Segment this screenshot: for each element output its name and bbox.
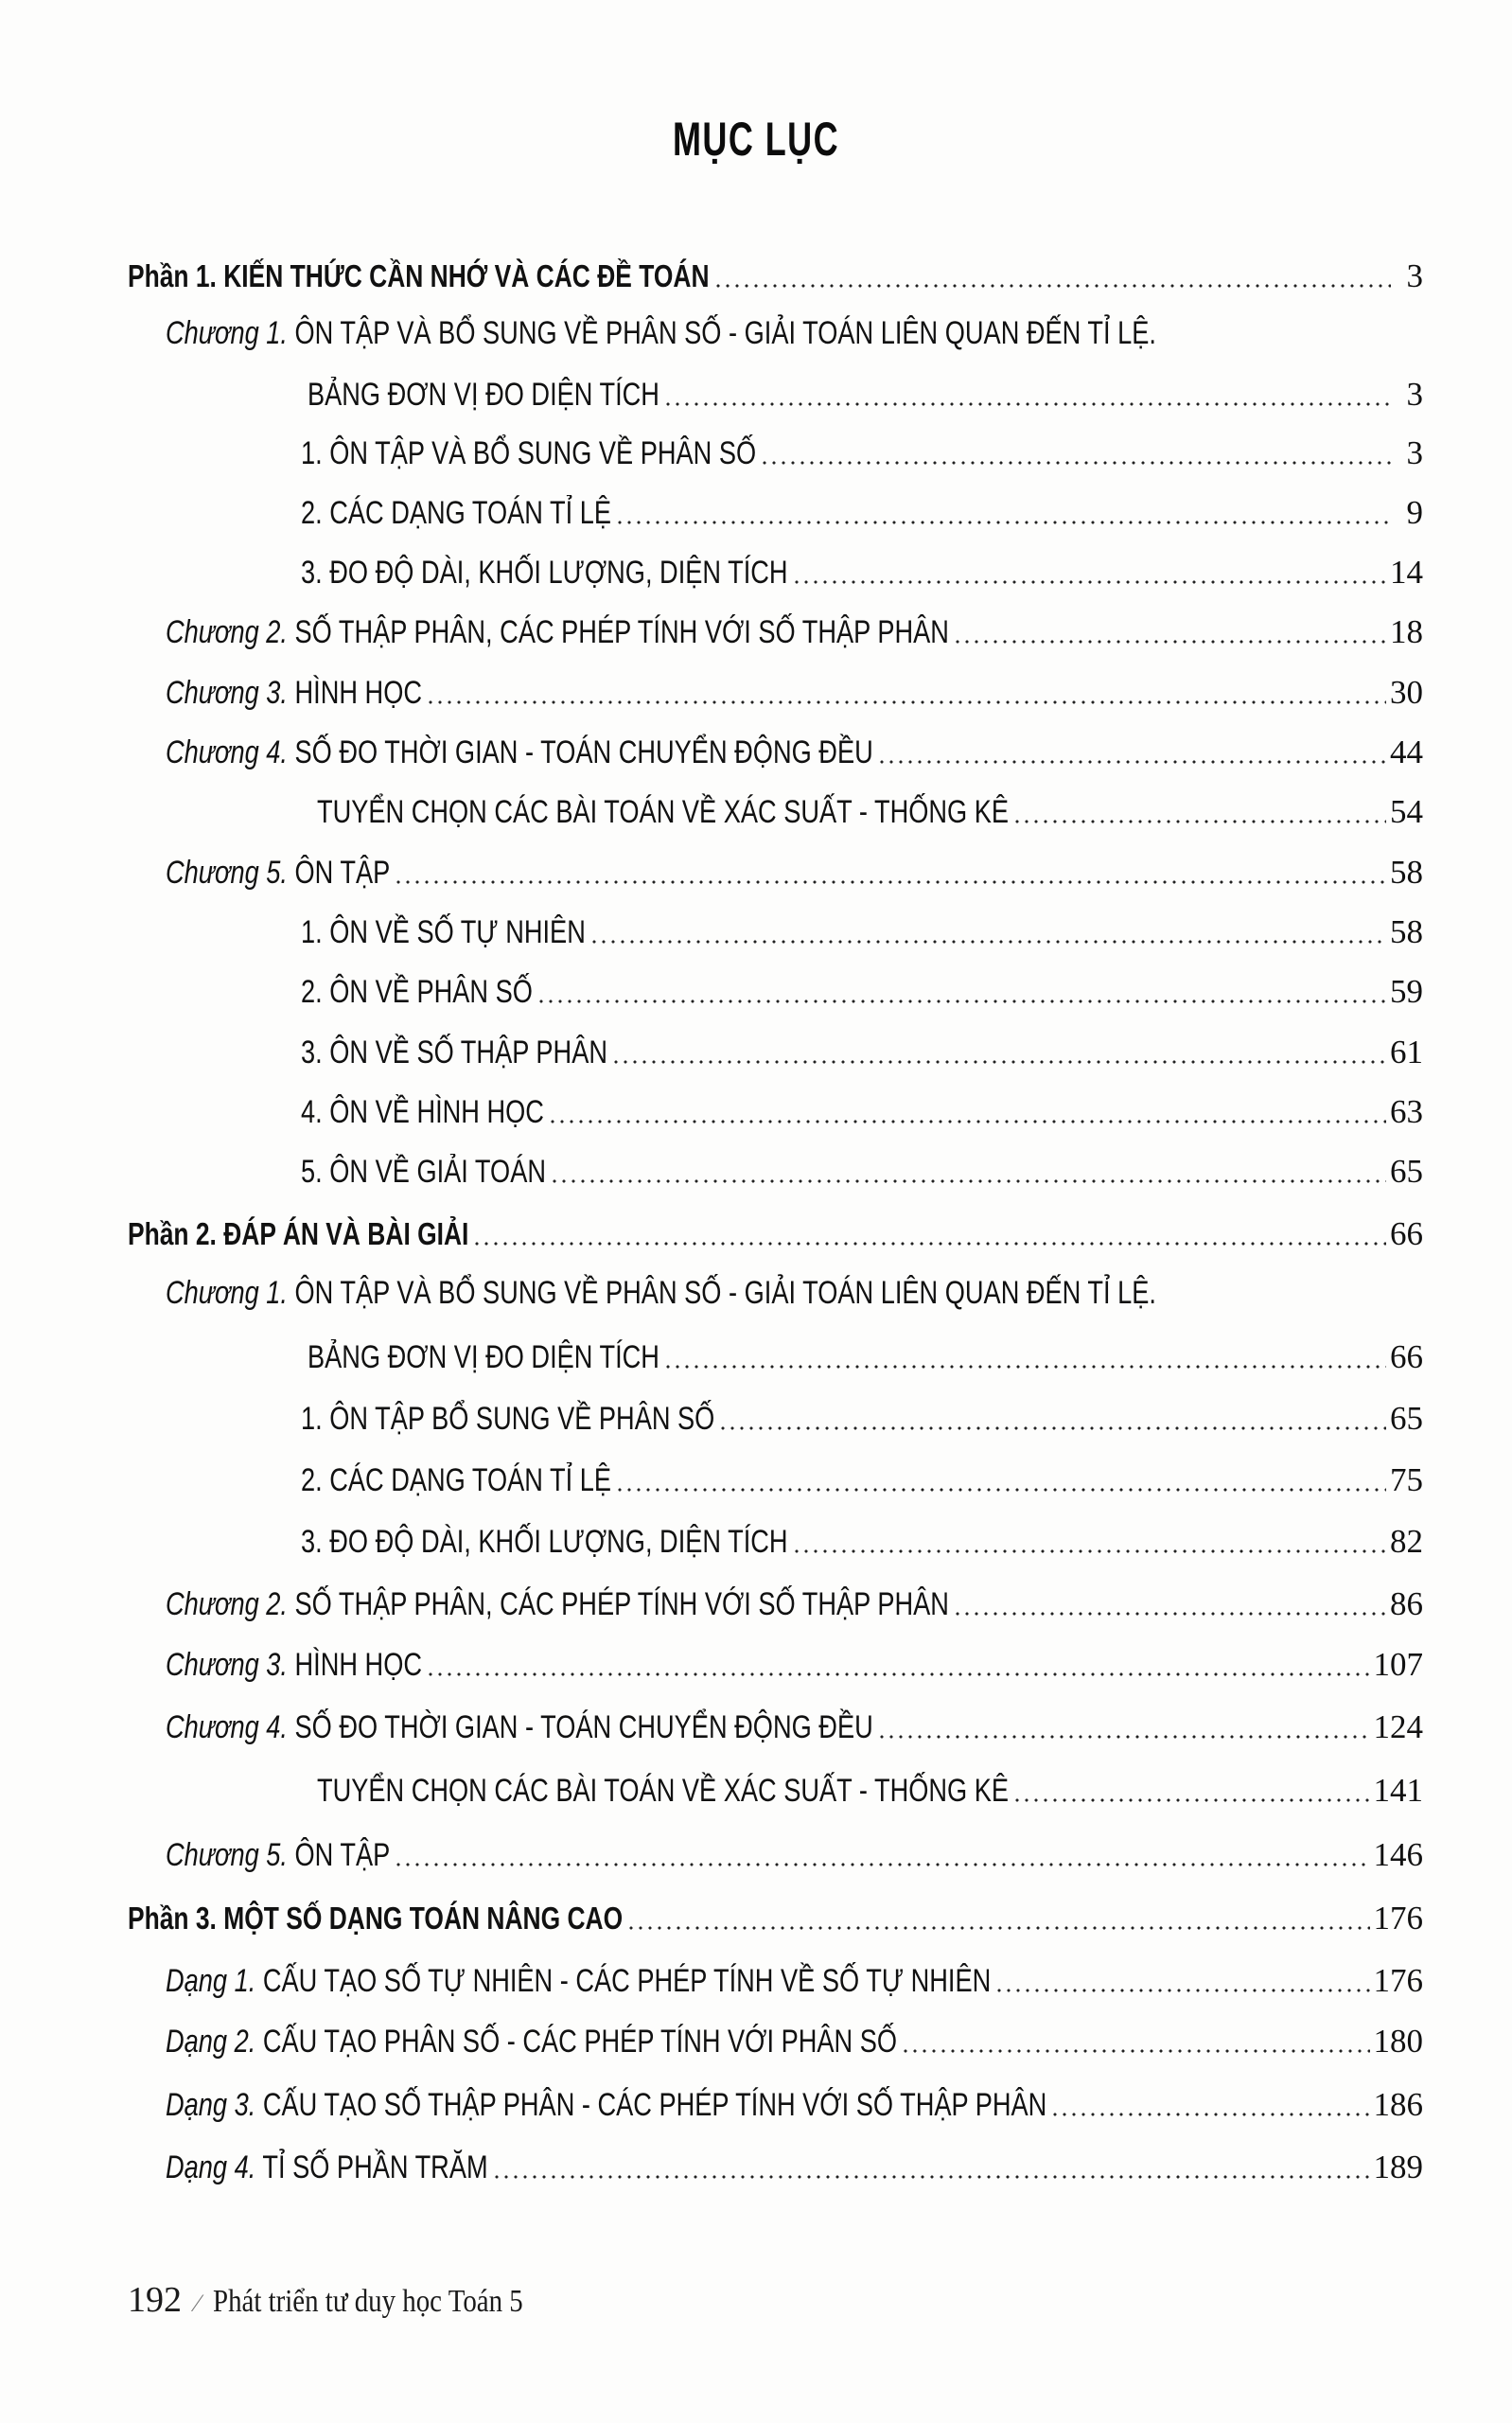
toc-entry-section: [301, 1145, 1423, 1193]
toc-entry-prefix: Phần 1.: [128, 258, 217, 293]
footer-page-number: 192: [128, 2280, 182, 2320]
dot-leader: [953, 1612, 1386, 1616]
toc-entry-prefix: Chương 3.: [166, 675, 288, 711]
toc-entry-page-number: 61: [1390, 1034, 1423, 1070]
toc-entry-title: 3. ÔN VỀ SỐ THẬP PHÂN: [301, 1035, 607, 1070]
dot-leader: [1160, 341, 1391, 345]
dot-leader: [1012, 820, 1386, 823]
toc-entry-chapter: [166, 1578, 1423, 1625]
toc-entry-title: SỐ THẬP PHÂN, CÁC PHÉP TÍNH VỚI SỐ THẬP PHÂN: [294, 614, 949, 650]
toc-entry-prefix: Phần 2.: [128, 1216, 217, 1251]
toc-entry-title: HÌNH HỌC: [294, 675, 422, 711]
dot-leader: [611, 1060, 1386, 1064]
toc-entry-continuation: [317, 786, 1423, 833]
toc-entry-section: [301, 1026, 1423, 1073]
toc-entry-title: 5. ÔN VỀ GIẢI TOÁN: [301, 1154, 546, 1190]
dot-leader: [615, 1488, 1386, 1492]
toc-entry-chapter: [166, 606, 1423, 653]
toc-entry-page-number: 59: [1390, 973, 1423, 1010]
toc-entry-page-number: 65: [1390, 1400, 1423, 1437]
dot-leader: [953, 640, 1386, 644]
toc-entry-section: [301, 546, 1423, 593]
toc-entry-page-number: 14: [1390, 554, 1423, 591]
toc-entry-title: 1. ÔN TẬP BỔ SUNG VỀ PHÂN SỐ: [301, 1401, 715, 1437]
dot-leader: [713, 284, 1391, 288]
toc-entry-title: TUYỂN CHỌN CÁC BÀI TOÁN VỀ XÁC SUẤT - THỐNG KÊ: [317, 794, 1010, 830]
toc-entry-title: CẤU TẠO SỐ THẬP PHÂN - CÁC PHÉP TÍNH VỚI SỐ THẬP PHÂN: [262, 2087, 1047, 2123]
toc-entry-title: CẤU TẠO SỐ TỰ NHIÊN - CÁC PHÉP TÍNH VỀ SỐ TỰ NHIÊN: [262, 1963, 992, 1999]
toc-entry-continuation: [308, 1331, 1423, 1378]
toc-entry-prefix: Dạng 1.: [166, 1963, 256, 1999]
toc-entry-chapter: [166, 726, 1423, 773]
dot-leader: [760, 461, 1391, 465]
dot-leader: [1012, 1798, 1369, 1802]
dot-leader: [589, 940, 1386, 944]
dot-leader: [792, 1549, 1386, 1553]
dot-leader: [1160, 1300, 1391, 1304]
toc-entry-page-number: 86: [1390, 1585, 1423, 1622]
toc-entry-page-number: 66: [1390, 1338, 1423, 1375]
dot-leader: [877, 760, 1386, 764]
toc-entry-title: ÔN TẬP VÀ BỔ SUNG VỀ PHÂN SỐ - GIẢI TOÁN LIÊN QUAN ĐẾN TỈ LỆ.: [294, 1275, 1156, 1311]
toc-entry-page-number: 176: [1373, 1962, 1423, 1999]
toc-entry-title: SỐ ĐO THỜI GIAN - TOÁN CHUYỂN ĐỘNG ĐỀU: [294, 734, 873, 770]
toc-entry-continuation: [308, 368, 1423, 416]
toc-entry-page-number: 189: [1373, 2149, 1423, 2185]
toc-entry-chapter: [166, 2015, 1423, 2062]
footer-book-title: Phát triển tư duy học Toán 5: [213, 2284, 524, 2319]
toc-entry-part: [128, 250, 1423, 297]
dot-leader: [394, 880, 1386, 884]
toc-entry-chapter: [166, 2078, 1423, 2126]
toc-entry-page-number: 54: [1390, 793, 1423, 830]
toc-entry-page-number: 3: [1406, 376, 1423, 413]
toc-entry-section: [301, 1086, 1423, 1133]
toc-entry-page-number: 107: [1373, 1646, 1423, 1683]
toc-entry-prefix: Phần 3.: [128, 1901, 217, 1936]
toc-entry-prefix: Chương 1.: [166, 1275, 288, 1311]
toc-entry-prefix: Chương 4.: [166, 1709, 288, 1745]
dot-leader: [994, 1989, 1369, 1992]
toc-entry-page-number: 30: [1390, 674, 1423, 711]
toc-entry-page-number: 3: [1406, 257, 1423, 294]
toc-entry-title: MỘT SỐ DẠNG TOÁN NÂNG CAO: [223, 1901, 624, 1936]
toc-entry-title: 3. ĐO ĐỘ DÀI, KHỐI LƯỢNG, DIỆN TÍCH: [301, 1524, 788, 1560]
dot-leader: [492, 2175, 1370, 2179]
toc-entry-title: 2. ÔN VỀ PHÂN SỐ: [301, 974, 533, 1010]
dot-leader: [472, 1242, 1386, 1246]
toc-entry-title: TỈ SỐ PHẦN TRĂM: [262, 2149, 488, 2185]
toc-entry-section: [301, 1454, 1423, 1501]
dot-leader: [663, 402, 1391, 406]
toc-entry-section: [301, 965, 1423, 1013]
toc-entry-continuation: [317, 1764, 1423, 1812]
toc-entry-title: 2. CÁC DẠNG TOÁN TỈ LỆ: [301, 1462, 612, 1498]
toc-entry-prefix: Dạng 2.: [166, 2024, 256, 2060]
toc-entry-title: ÔN TẬP: [294, 855, 391, 891]
toc-entry-chapter: [166, 307, 1423, 354]
dot-leader: [426, 700, 1386, 704]
toc-entry-prefix: Chương 5.: [166, 855, 288, 891]
dot-leader: [550, 1179, 1386, 1183]
dot-leader: [426, 1672, 1370, 1676]
toc-entry-page-number: 58: [1390, 913, 1423, 950]
toc-entry-title: TUYỂN CHỌN CÁC BÀI TOÁN VỀ XÁC SUẤT - THỐNG KÊ: [317, 1773, 1010, 1809]
toc-entry-page-number: 180: [1373, 2023, 1423, 2060]
toc-entry-chapter: [166, 2141, 1423, 2188]
toc-entry-title: 1. ÔN VỀ SỐ TỰ NHIÊN: [301, 914, 586, 950]
page-footer: [128, 2279, 578, 2321]
dot-leader: [1050, 2113, 1369, 2116]
toc-entry-title: 2. CÁC DẠNG TOÁN TỈ LỆ: [301, 495, 612, 531]
toc-entry-page-number: 66: [1390, 1215, 1423, 1252]
dot-leader: [792, 580, 1386, 584]
toc-entry-section: [301, 906, 1423, 953]
toc-entry-chapter: [166, 666, 1423, 714]
toc-entry-title: CẤU TẠO PHÂN SỐ - CÁC PHÉP TÍNH VỚI PHÂN SỐ: [262, 2024, 898, 2060]
dot-leader: [615, 521, 1391, 524]
dot-leader: [901, 2049, 1369, 2053]
toc-entry-page-number: 44: [1390, 734, 1423, 770]
toc-entry-title: ÔN TẬP: [294, 1837, 391, 1873]
toc-entry-part: [128, 1892, 1423, 1939]
toc-entry-section: [301, 486, 1423, 534]
toc-entry-prefix: Chương 3.: [166, 1647, 288, 1683]
toc-entry-prefix: Chương 2.: [166, 1586, 288, 1622]
toc-entry-chapter: [166, 1829, 1423, 1876]
toc-entry-page-number: 9: [1406, 494, 1423, 531]
dot-leader: [718, 1426, 1386, 1430]
toc-entry-title: ÔN TẬP VÀ BỔ SUNG VỀ PHÂN SỐ - GIẢI TOÁN LIÊN QUAN ĐẾN TỈ LỆ.: [294, 315, 1156, 351]
toc-entry-title: ĐÁP ÁN VÀ BÀI GIẢI: [223, 1216, 469, 1251]
toc-entry-chapter: [166, 1638, 1423, 1686]
toc-entry-prefix: Chương 5.: [166, 1837, 288, 1873]
toc-entry-page-number: 58: [1390, 854, 1423, 891]
page-title: MỤC LỤC: [672, 113, 840, 166]
toc-entry-title: 3. ĐO ĐỘ DÀI, KHỐI LƯỢNG, DIỆN TÍCH: [301, 555, 788, 591]
dot-leader: [394, 1863, 1369, 1866]
toc-entry-chapter: [166, 846, 1423, 893]
toc-entry-page-number: 63: [1390, 1093, 1423, 1130]
dot-leader: [663, 1365, 1386, 1369]
toc-entry-title: HÌNH HỌC: [294, 1647, 422, 1683]
toc-entry-prefix: Dạng 3.: [166, 2087, 256, 2123]
toc-entry-chapter: [166, 1266, 1423, 1314]
toc-entry-prefix: Chương 4.: [166, 734, 288, 770]
dot-leader: [536, 999, 1386, 1003]
toc-entry-page-number: 75: [1390, 1461, 1423, 1498]
toc-entry-title: KIẾN THỨC CẦN NHỚ VÀ CÁC ĐỀ TOÁN: [223, 258, 710, 293]
toc-entry-title: SỐ ĐO THỜI GIAN - TOÁN CHUYỂN ĐỘNG ĐỀU: [294, 1709, 873, 1745]
toc-entry-prefix: Chương 2.: [166, 614, 288, 650]
toc-entry-prefix: Chương 1.: [166, 315, 288, 351]
toc-entry-page-number: 124: [1373, 1708, 1423, 1745]
toc-entry-section: [301, 1392, 1423, 1440]
toc-entry-prefix: Dạng 4.: [166, 2149, 256, 2185]
toc-entry-chapter: [166, 1701, 1423, 1748]
toc-entry-page-number: 82: [1390, 1523, 1423, 1560]
toc-entry-section: [301, 427, 1423, 474]
toc-entry-section: [301, 1515, 1423, 1563]
toc-entry-chapter: [166, 1954, 1423, 2002]
dot-leader: [548, 1120, 1386, 1123]
dot-leader: [626, 1926, 1369, 1930]
toc-entry-page-number: 65: [1390, 1153, 1423, 1190]
toc-entry-title: BẢNG ĐƠN VỊ ĐO DIỆN TÍCH: [308, 1339, 659, 1375]
toc-entry-page-number: 18: [1390, 613, 1423, 650]
dot-leader: [877, 1735, 1370, 1739]
toc-entry-page-number: 3: [1406, 434, 1423, 471]
toc-entry-page-number: 186: [1373, 2086, 1423, 2123]
toc-entry-page-number: 146: [1373, 1836, 1423, 1873]
toc-entry-title: 4. ÔN VỀ HÌNH HỌC: [301, 1094, 544, 1130]
toc-entry-part: [128, 1208, 1423, 1255]
toc-entry-page-number: 176: [1373, 1900, 1423, 1937]
toc-entry-title: 1. ÔN TẬP VÀ BỔ SUNG VỀ PHÂN SỐ: [301, 435, 757, 471]
footer-separator: ⁄: [195, 2290, 200, 2317]
toc-entry-title: BẢNG ĐƠN VỊ ĐO DIỆN TÍCH: [308, 377, 659, 413]
toc-entry-title: SỐ THẬP PHÂN, CÁC PHÉP TÍNH VỚI SỐ THẬP PHÂN: [294, 1586, 949, 1622]
toc-entry-page-number: 141: [1373, 1772, 1423, 1809]
